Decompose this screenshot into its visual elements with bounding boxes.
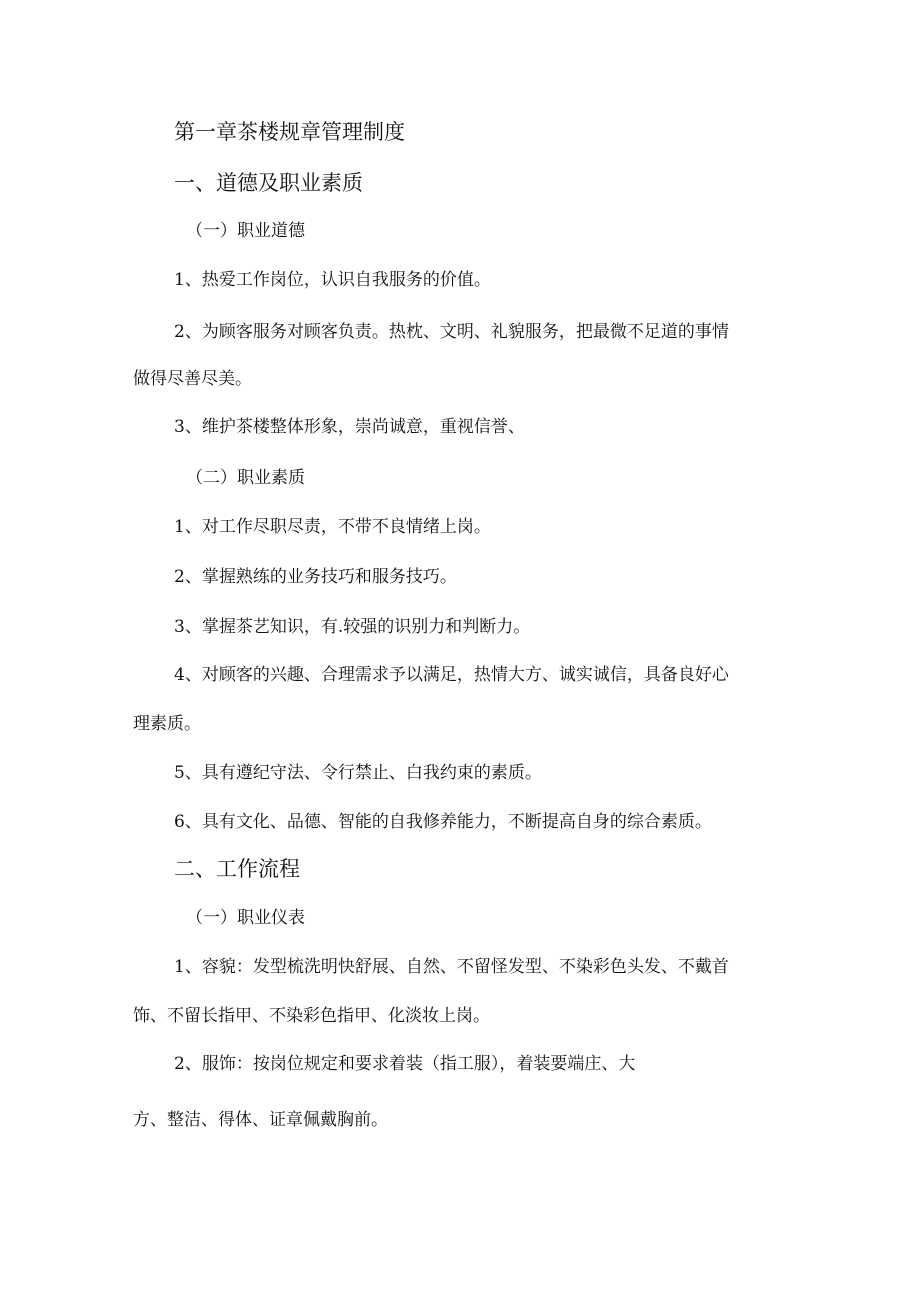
subsection-heading: （一）职业道德	[186, 221, 305, 241]
paragraph: 4、对顾客的兴趣、合理需求予以满足，热情大方、诚实诚信，具备良好心	[174, 665, 729, 685]
paragraph-continuation: 方、整洁、得体、证章佩戴胸前。	[133, 1110, 388, 1130]
subsection-heading: （二）职业素质	[186, 468, 305, 488]
section-heading: 一、道德及职业素质	[174, 171, 363, 195]
paragraph: 1、热爱工作岗位，认识自我服务的价值。	[174, 270, 491, 290]
paragraph: 3、掌握茶艺知识，有.较强的识别力和判断力。	[174, 617, 531, 637]
subsection-heading: （一）职业仪表	[186, 908, 305, 928]
paragraph: 6、具有文化、品德、智能的自我修养能力，不断提高自身的综合素质。	[174, 812, 712, 832]
paragraph: 5、具有遵纪守法、令行禁止、白我约束的素质。	[174, 763, 542, 783]
paragraph: 2、掌握熟练的业务技巧和服务技巧。	[174, 567, 457, 587]
paragraph: 1、对工作尽职尽责，不带不良情绪上岗。	[174, 517, 491, 537]
section-heading: 二、工作流程	[174, 857, 300, 881]
paragraph: 2、为顾客服务对顾客负责。热枕、文明、礼貌服务，把最微不足道的事情	[174, 322, 729, 342]
paragraph: 3、维护茶楼整体形象，崇尚诚意，重视信誉、	[174, 417, 525, 437]
paragraph: 1、容貌：发型梳洗明快舒展、自然、不留怪发型、不染彩色头发、不戴首	[174, 957, 729, 977]
paragraph-continuation: 理素质。	[133, 714, 201, 734]
paragraph-continuation: 做得尽善尽美。	[133, 369, 252, 389]
paragraph-continuation: 饰、不留长指甲、不染彩色指甲、化淡妆上岗。	[133, 1006, 490, 1026]
chapter-title: 第一章茶楼规章管理制度	[174, 120, 405, 144]
paragraph: 2、服饰：按岗位规定和要求着装（指工服），着装要端庄、大	[174, 1054, 636, 1074]
